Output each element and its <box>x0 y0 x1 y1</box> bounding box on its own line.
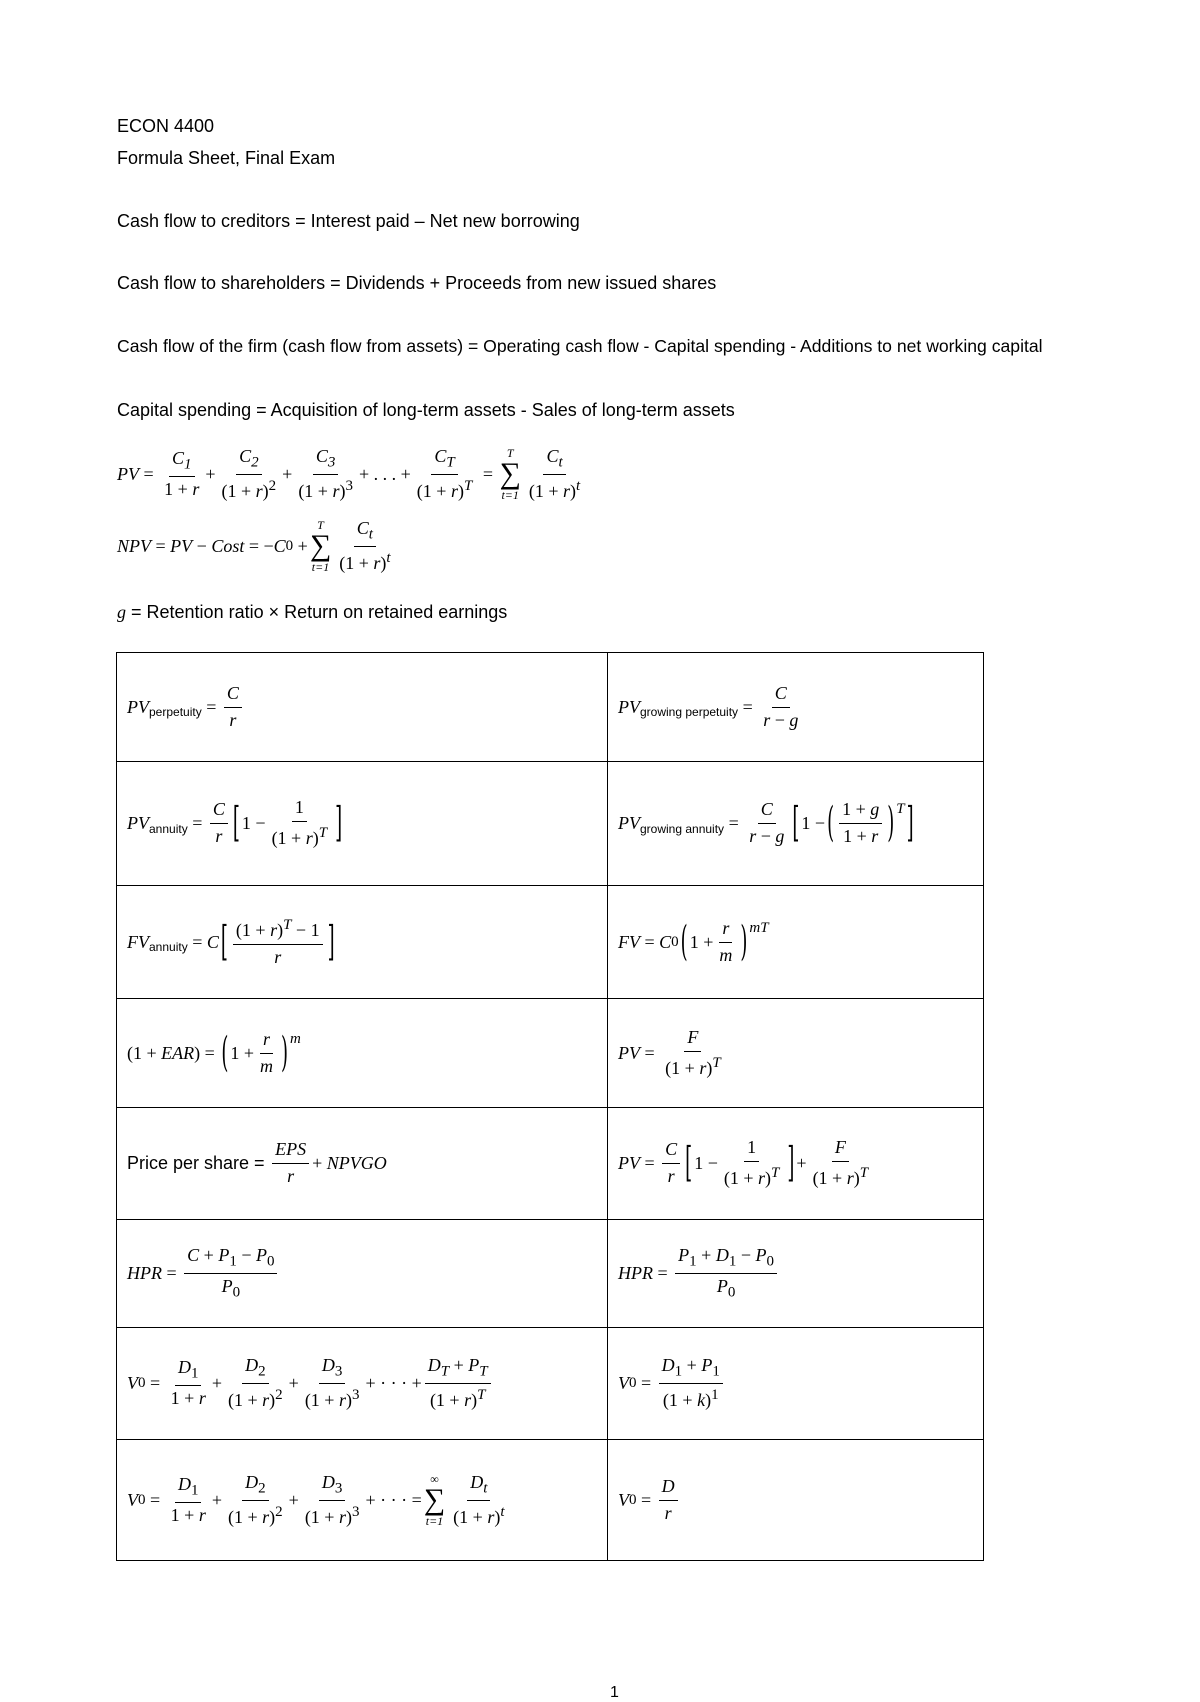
growing-perpetuity-label: growing perpetuity <box>640 705 739 719</box>
pv-annuity-cell: PV annuity = $\frac{C}{r}$ [ 1 − $\frac{1}{(1 + r)^T}$ ] <box>117 762 608 886</box>
course-title: ECON 4400 <box>117 116 215 136</box>
annuity-label: annuity <box>149 940 188 954</box>
price-per-share-label: Price per share = <box>127 1153 265 1173</box>
table-row <box>117 1220 984 1328</box>
definition-cash-flow-shareholders: Cash flow to shareholders = Dividends + Proceeds from new issued shares <box>117 273 717 293</box>
hpr-dividend-cell: HPR = $\frac{P_1 + D_1 - P_0}{P_0}$ <box>608 1220 984 1328</box>
definition-cash-flow-creditors: Cash flow to creditors = Interest paid – Net new borrowing <box>117 211 580 231</box>
pv-growing-perpetuity-cell: PV growing perpetuity = $\frac{C}{r - g}$ <box>608 653 984 762</box>
hpr-cell: HPR = $\frac{C + P_1 - P_0}{P_0}$ <box>117 1220 608 1328</box>
growth-rule-text: = Retention ratio × Return on retained earnings <box>131 602 508 622</box>
stock-value-perpetuity-cell: V 0 = $\frac{D}{r}$ <box>608 1440 984 1561</box>
table-row <box>117 1108 984 1220</box>
table-row <box>117 1440 984 1561</box>
definition-cash-flow-firm: Cash flow of the firm (cash flow from assets) = Operating cash flow - Capital spending - Additions to net working capital <box>117 336 1043 356</box>
table-row <box>117 762 984 886</box>
annuity-label: annuity <box>149 821 188 836</box>
ear-cell: (1 + EAR ) = ( 1 + $\frac{r}{m}$ ) $^m$ <box>117 999 608 1108</box>
pv-growing-annuity-cell: PV growing annuity = $\frac{C}{r - g}$ [ 1 − ( $\frac{1 + g}{1 + r}$ ) $^T$ ] <box>608 762 984 886</box>
pv-formula: PV = $\frac{C_1}{1 + r}$ + $\frac{C_2}{(1 + r)^2}$ + $\frac{C_3}{(1 + r)^3}$ + . . . + $\frac{C_T}{(1 + r)^T}$ = T ∑ t=1 $\frac{C_t}{(1 + r)^t}$ <box>117 446 581 503</box>
definition-capital-spending: Capital spending = Acquisition of long-term assets - Sales of long-term assets <box>117 400 735 420</box>
stock-value-infinite-cell: V 0 = $\frac{D_1}{1 + r}$ + $\frac{D_2}{(1 + r)^2}$ + $\frac{D_3}{(1 + r)^3}$ + · · · = ∞ ∑ t=1 $\frac{D_t}{(1 + r)^t}$ <box>117 1440 608 1561</box>
table-row <box>117 886 984 999</box>
npv-formula: NPV = PV − Cost = − C 0 + T ∑ t=1 $\frac{C_t}{(1 + r)^t}$ <box>117 518 391 575</box>
pv-lump-sum-cell: PV = $\frac{F}{(1 + r)^T}$ <box>608 999 984 1108</box>
growth-symbol: g <box>117 602 126 622</box>
growth-rate-definition <box>117 602 507 623</box>
formula-table <box>116 652 984 1561</box>
table-row <box>117 1328 984 1440</box>
price-per-share-cell: Price per share = $\frac{\text{EPS}}{r}$ + NPVGO <box>117 1108 608 1220</box>
table-row <box>117 999 984 1108</box>
table-row <box>117 653 984 762</box>
document-subtitle: Formula Sheet, Final Exam <box>117 148 336 168</box>
stock-value-finite-cell: V 0 = $\frac{D_1}{1 + r}$ + $\frac{D_2}{(1 + r)^2}$ + $\frac{D_3}{(1 + r)^3}$ + · · · + $\frac{D_T + P_T}{(1 + r)^T}$ <box>117 1328 608 1440</box>
fv-compounding-cell: FV = C 0 ( 1 + $\frac{r}{m}$ ) $^{mT}$ <box>608 886 984 999</box>
pv-bond-cell: PV = $\frac{C}{r}$ [ 1 − $\frac{1}{(1 + r)^T}$ ] + $\frac{F}{(1 + r)^T}$ <box>608 1108 984 1220</box>
page-number: 1 <box>610 1684 619 1701</box>
growing-annuity-label: growing annuity <box>640 821 725 836</box>
fv-annuity-cell: FV annuity = C [ $\frac{(1 + r)^T - 1}{r}$ ] <box>117 886 608 999</box>
pv-perpetuity-cell: PV perpetuity = $\frac{C}{r}$ <box>117 653 608 762</box>
perpetuity-label: perpetuity <box>149 705 202 719</box>
stock-value-one-period-cell: V 0 = $\frac{D_1 + P_1}{(1 + k)^1}$ <box>608 1328 984 1440</box>
